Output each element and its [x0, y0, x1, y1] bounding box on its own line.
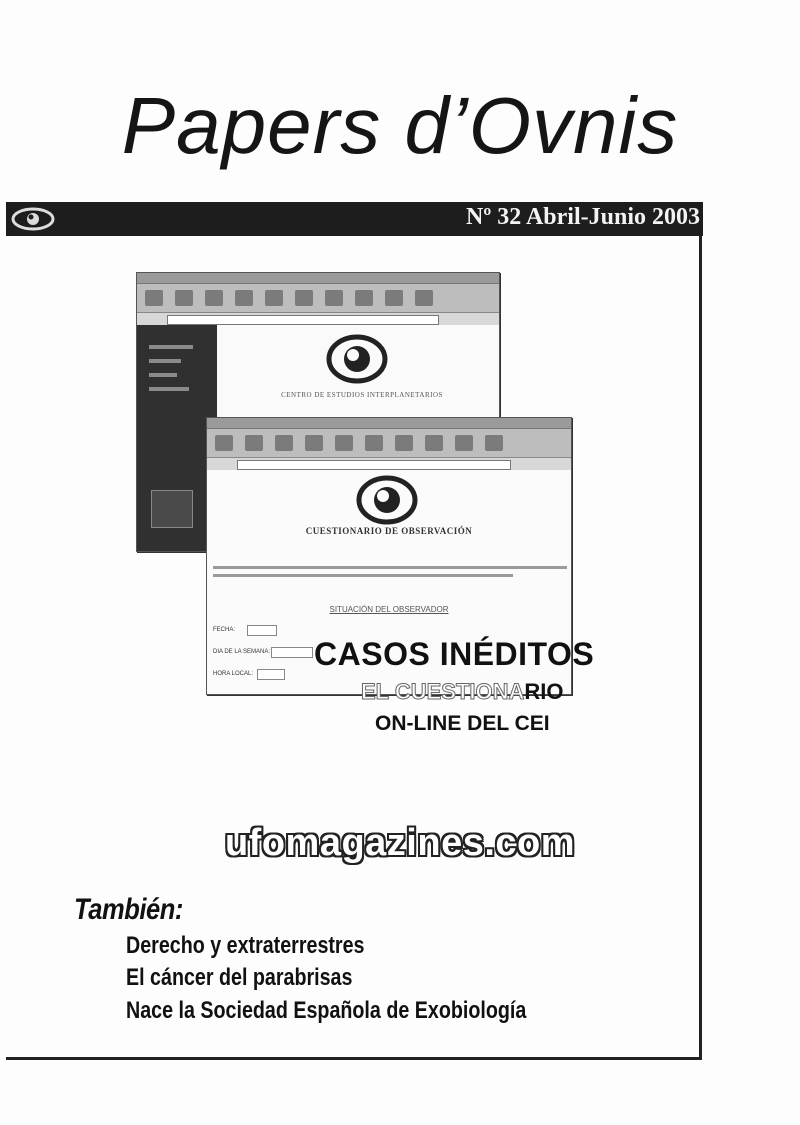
mail-button-icon [455, 435, 473, 451]
mail-button-icon [385, 290, 403, 306]
headline-line2 [361, 679, 564, 705]
sidebar-link [149, 387, 189, 391]
search-button-icon [295, 290, 313, 306]
print-button-icon [485, 435, 503, 451]
favorites-button-icon [395, 435, 413, 451]
headline-line2-outline: EL CUESTIONA [361, 679, 525, 704]
time-field [257, 669, 285, 680]
window-titlebar [137, 273, 499, 284]
window-toolbar [207, 429, 571, 458]
headline-line3: ON-LINE DEL CEI [375, 712, 550, 735]
forward-button-icon [175, 290, 193, 306]
stop-button-icon [205, 290, 223, 306]
headline-line2-solid: RIO [524, 679, 564, 704]
questionnaire-heading: CUESTIONARIO DE OBSERVACIÓN [305, 526, 473, 536]
site-caption: CENTRO DE ESTUDIOS INTERPLANETARIOS [281, 391, 443, 399]
print-button-icon [415, 290, 433, 306]
form-label-time: HORA LOCAL: [213, 671, 254, 677]
back-button-icon [215, 435, 233, 451]
sidebar-link [149, 345, 193, 349]
also-item: El cáncer del parabrisas [126, 964, 353, 991]
watermark: ufomagazines.com [224, 822, 576, 864]
intro-text-line [213, 566, 567, 569]
window-toolbar [137, 284, 499, 313]
home-button-icon [335, 435, 353, 451]
address-field [167, 315, 439, 325]
cei-eye-logo-icon [355, 474, 419, 526]
history-button-icon [355, 290, 373, 306]
issue-number: Nº 32 Abril-Junio 2003 [466, 204, 700, 230]
also-item: Nace la Sociedad Española de Exobiología [126, 997, 527, 1024]
sidebar-link [149, 359, 181, 363]
home-button-icon [265, 290, 283, 306]
headline-line1: CASOS INÉDITOS [314, 636, 595, 672]
section-heading: SITUACIÓN DEL OBSERVADOR [329, 605, 449, 614]
weekday-field [271, 647, 313, 658]
search-button-icon [365, 435, 383, 451]
also-heading: También: [74, 893, 183, 926]
back-button-icon [145, 290, 163, 306]
also-item: Derecho y extraterrestres [126, 932, 365, 959]
magazine-title: Papers d’Ovnis [121, 81, 679, 170]
form-label-date: FECHA: [213, 627, 236, 633]
history-button-icon [425, 435, 443, 451]
refresh-button-icon [305, 435, 323, 451]
refresh-button-icon [235, 290, 253, 306]
intro-text-line [213, 574, 513, 577]
favorites-button-icon [325, 290, 343, 306]
stop-button-icon [275, 435, 293, 451]
address-field [237, 460, 511, 470]
date-field [247, 625, 277, 636]
forward-button-icon [245, 435, 263, 451]
site-sidebar [137, 325, 217, 551]
sidebar-image [151, 490, 193, 528]
form-label-weekday: DIA DE LA SEMANA: [213, 649, 271, 655]
window-titlebar [207, 418, 571, 429]
cei-eye-logo-icon [10, 206, 56, 232]
cei-eye-logo-icon [325, 333, 389, 385]
sidebar-link [149, 373, 177, 377]
